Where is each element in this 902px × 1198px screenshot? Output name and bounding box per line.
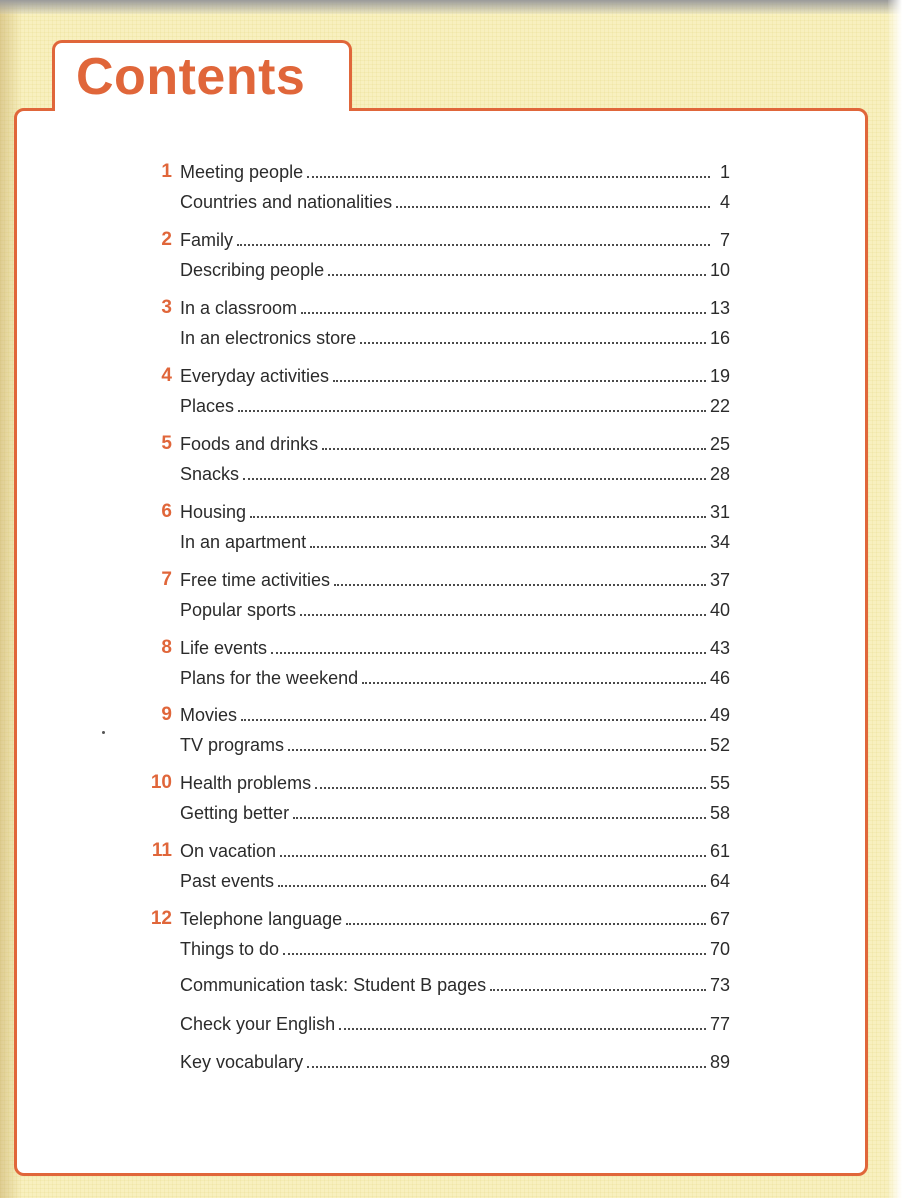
dot-leader <box>271 652 706 654</box>
unit-entry <box>140 836 730 862</box>
page-number: 40 <box>709 599 730 620</box>
unit-entry <box>140 633 730 659</box>
entry-title: In an electronics store <box>180 327 357 348</box>
unit-entry <box>140 700 730 726</box>
entry-title: Describing people <box>180 259 325 280</box>
entry-title: Plans for the weekend <box>180 667 359 688</box>
dot-leader <box>238 410 706 412</box>
page-number: 49 <box>709 705 730 725</box>
page-number: 61 <box>709 841 730 861</box>
entry-title: Places <box>180 395 235 416</box>
entry-title: Countries and nationalities <box>180 191 393 212</box>
lesson-entry <box>140 970 730 996</box>
unit-number: 2 <box>161 229 172 250</box>
dot-leader <box>396 206 710 208</box>
lesson-entry <box>140 459 730 485</box>
entry-title: Things to do <box>180 938 280 959</box>
unit-entry <box>140 361 730 387</box>
page-number: 25 <box>709 434 730 454</box>
page-number: 43 <box>709 638 730 658</box>
entry-title: Meeting people <box>180 162 304 182</box>
entry-title: Key vocabulary <box>180 1052 304 1072</box>
dot-leader <box>283 953 706 955</box>
unit-entry <box>140 225 730 251</box>
entry-title: Health problems <box>180 773 312 793</box>
unit-entry <box>140 565 730 591</box>
entry-title: Communication task: Student B pages <box>180 975 487 995</box>
page-number: 67 <box>709 909 730 929</box>
unit-number: 11 <box>151 840 172 861</box>
entry-title: Getting better <box>180 802 290 823</box>
entry-title: Family <box>180 230 233 250</box>
dot-leader <box>293 817 706 819</box>
lesson-entry <box>140 934 730 960</box>
scan-speck <box>102 731 105 734</box>
lesson-entry <box>140 730 730 756</box>
lesson-entry <box>140 1009 730 1035</box>
dot-leader <box>310 546 706 548</box>
unit-number: 6 <box>161 501 172 522</box>
entry-title: In an apartment <box>180 531 307 552</box>
dot-leader <box>307 1066 706 1068</box>
page-number: 55 <box>709 773 730 793</box>
page-number: 10 <box>709 259 730 280</box>
lesson-entry <box>140 323 730 349</box>
page-number: 22 <box>709 395 730 416</box>
entry-title: On vacation <box>180 841 277 861</box>
entry-title: Snacks <box>180 463 240 484</box>
entry-title: Popular sports <box>180 599 297 620</box>
page-number: 58 <box>709 802 730 823</box>
page-number: 13 <box>709 298 730 318</box>
page-title: Contents <box>76 48 306 106</box>
page-number: 37 <box>709 570 730 590</box>
page-number: 46 <box>709 667 730 688</box>
entry-title: Check your English <box>180 1014 336 1034</box>
page-number: 77 <box>709 1014 730 1034</box>
entry-title: Past events <box>180 870 275 891</box>
entry-title: Housing <box>180 502 247 522</box>
entry-title: TV programs <box>180 734 285 755</box>
page-number: 7 <box>719 230 730 250</box>
unit-number: 4 <box>161 365 172 386</box>
page-number: 19 <box>709 366 730 386</box>
entry-title: Movies <box>180 705 238 725</box>
lesson-entry <box>140 595 730 621</box>
page-number: 89 <box>709 1052 730 1072</box>
entry-title: Free time activities <box>180 570 331 590</box>
dot-leader <box>278 885 706 887</box>
unit-entry <box>140 429 730 455</box>
page-number: 52 <box>709 734 730 755</box>
entry-title: Foods and drinks <box>180 434 319 454</box>
page-number: 28 <box>709 463 730 484</box>
lesson-entry <box>140 866 730 892</box>
unit-entry <box>140 497 730 523</box>
page-number: 64 <box>709 870 730 891</box>
page-number: 70 <box>709 938 730 959</box>
unit-entry <box>140 904 730 930</box>
dot-leader <box>315 787 706 789</box>
unit-entry <box>140 768 730 794</box>
dot-leader <box>490 989 706 991</box>
dot-leader <box>322 448 706 450</box>
unit-number: 9 <box>161 704 172 725</box>
dot-leader <box>362 682 706 684</box>
unit-entry <box>140 293 730 319</box>
unit-number: 3 <box>161 297 172 318</box>
lesson-entry <box>140 663 730 689</box>
lesson-entry <box>140 527 730 553</box>
unit-number: 10 <box>150 772 172 793</box>
dot-leader <box>328 274 706 276</box>
page-number: 1 <box>719 162 730 182</box>
unit-number: 8 <box>161 637 172 658</box>
lesson-entry <box>140 187 730 213</box>
lesson-entry <box>140 798 730 824</box>
dot-leader <box>346 923 706 925</box>
entry-title: In a classroom <box>180 298 298 318</box>
entry-title: Life events <box>180 638 268 658</box>
lesson-entry <box>140 1047 730 1073</box>
dot-leader <box>334 584 706 586</box>
dot-leader <box>288 749 706 751</box>
dot-leader <box>250 516 706 518</box>
entry-title: Telephone language <box>180 909 343 929</box>
page-number: 34 <box>709 531 730 552</box>
lesson-entry <box>140 255 730 281</box>
page-number: 73 <box>709 975 730 995</box>
dot-leader <box>243 478 706 480</box>
unit-number: 7 <box>161 569 172 590</box>
dot-leader <box>280 855 706 857</box>
unit-number: 1 <box>161 161 172 182</box>
page-number: 16 <box>709 327 730 348</box>
unit-entry <box>140 157 730 183</box>
dot-leader <box>307 176 710 178</box>
dot-leader <box>300 614 706 616</box>
dot-leader <box>360 342 706 344</box>
entry-title: Everyday activities <box>180 366 330 386</box>
dot-leader <box>333 380 706 382</box>
unit-number: 12 <box>150 908 172 929</box>
dot-leader <box>241 719 706 721</box>
dot-leader <box>301 312 706 314</box>
unit-number: 5 <box>161 433 172 454</box>
dot-leader <box>237 244 710 246</box>
page-number: 4 <box>719 191 730 212</box>
dot-leader <box>339 1028 706 1030</box>
page-number: 31 <box>709 502 730 522</box>
lesson-entry <box>140 391 730 417</box>
